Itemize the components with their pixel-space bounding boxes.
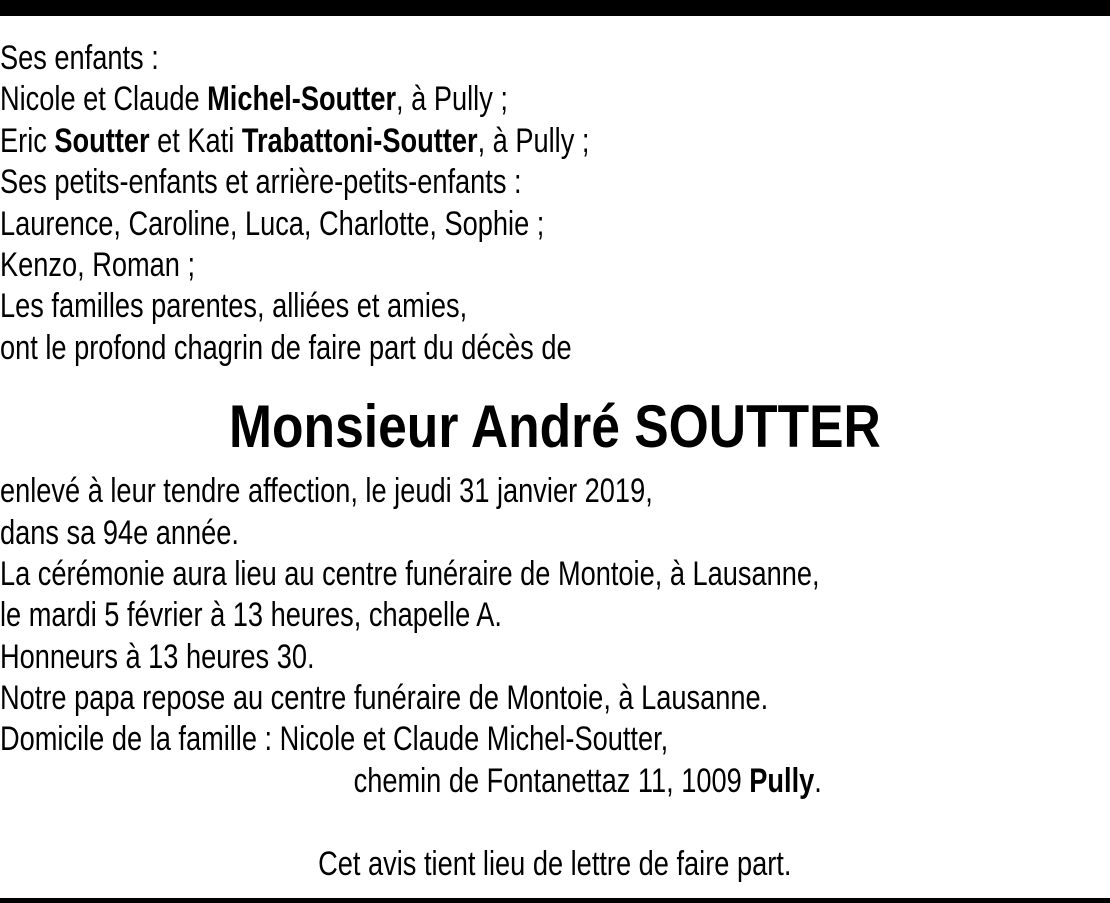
address-street: chemin de Fontanettaz 11, 1009 (353, 761, 750, 800)
child-2-middle: et Kati (149, 121, 242, 160)
child-2-prefix: Eric (0, 121, 55, 160)
ceremony-line: La cérémonie aura lieu au centre funéraire de Montoie, à Lausanne, (0, 554, 820, 593)
great-grandchildren-names: Kenzo, Roman ; (0, 245, 196, 284)
age-line: dans sa 94e année. (0, 513, 239, 552)
address-city: Pully (749, 761, 815, 800)
ceremony-time-line: le mardi 5 février à 13 heures, chapelle A. (0, 596, 502, 635)
relatives-line: Les familles parentes, alliées et amies, (0, 287, 468, 326)
spacer (0, 802, 1110, 843)
child-line-1 (0, 79, 888, 120)
top-border-rule (0, 0, 1110, 16)
deceased-name-text: Monsieur André SOUTTER (229, 393, 881, 461)
address-line (0, 761, 888, 802)
resting-place-line: Notre papa repose au centre funéraire de Montoie, à Lausanne. (0, 679, 769, 718)
address-suffix: . (814, 761, 822, 800)
child-1-surname: Michel-Soutter (207, 80, 397, 119)
footer-note-text: Cet avis tient lieu de lettre de faire part. (318, 844, 792, 883)
deceased-name (0, 383, 1110, 471)
notice-body (0, 38, 1110, 885)
child-line-2 (0, 121, 888, 162)
domicile-line: Domicile de la famille : Nicole et Claude Michel-Soutter, (0, 720, 669, 759)
grandchildren-heading: Ses petits-enfants et arrière-petits-enfants : (0, 163, 522, 202)
honours-line: Honneurs à 13 heures 30. (0, 637, 315, 676)
child-1-prefix: Nicole et Claude (0, 80, 208, 119)
footer-note (0, 844, 1110, 885)
announcement-line: ont le profond chagrin de faire part du décès de (0, 328, 572, 367)
death-date-line: enlevé à leur tendre affection, le jeudi 31 janvier 2019, (0, 472, 653, 511)
bottom-border-rule (0, 898, 1110, 903)
children-heading: Ses enfants : (0, 39, 159, 77)
child-2-surname: Soutter (54, 121, 150, 160)
child-2-spouse-surname: Trabattoni-Soutter (241, 121, 478, 160)
child-2-suffix: , à Pully ; (477, 121, 590, 160)
child-1-suffix: , à Pully ; (396, 80, 508, 119)
grandchildren-names: Laurence, Caroline, Luca, Charlotte, Sophie ; (0, 204, 545, 243)
